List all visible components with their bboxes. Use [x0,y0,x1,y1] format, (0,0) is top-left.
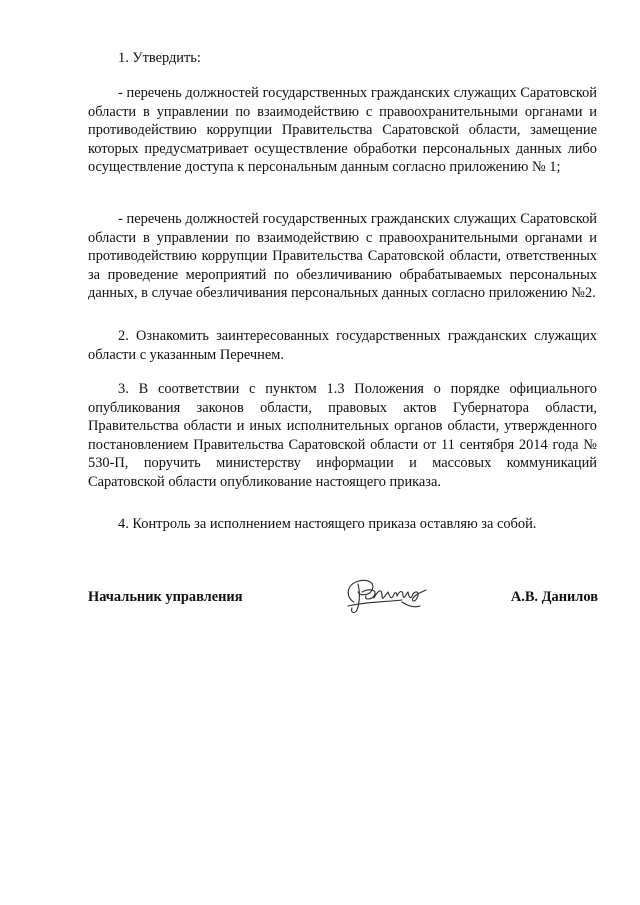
item-3: 3. В соответствии с пунктом 1.3 Положения о порядке официального опубликования законов области, правовых актов Губернатора области, Правительства области и иных исполнительных органов области, утвержденного постановлением Правительства Саратовской области от 11 сентября 2014 года № 530-П, поручить министерству информации и массовых коммуникаций Саратовской области опубликование настоящего приказа. [88,381,597,490]
signatory-name: А.В. Данилов [510,589,598,605]
item-1-title: 1. Утвердить: [118,50,201,66]
handwritten-signature [340,572,430,618]
list-item-1: - перечень должностей государственных гражданских служащих Саратовской области в управлении по взаимодействию с правоохранительными органами и противодействию коррупции Правительства Саратовской области, замещение которых предусматривает осуществление обработки персональных данных либо осуществление доступа к персональным данным согласно приложению № 1; [88,85,597,176]
item-2: 2. Ознакомить заинтересованных государственных гражданских служащих области с указанным Перечнем. [88,328,597,363]
signature-block [88,586,598,616]
item-4: 4. Контроль за исполнением настоящего приказа оставляю за собой. [118,516,537,532]
signatory-title: Начальник управления [88,589,243,605]
list-item-2: - перечень должностей государственных гражданских служащих Саратовской области в управлении по взаимодействию с правоохранительными органами и противодействию коррупции Правительства Саратовской области, ответственных за проведение мероприятий по обезличиванию обрабатываемых персональных данных, в случае обезличивания персональных данных согласно приложению №2. [88,211,597,302]
